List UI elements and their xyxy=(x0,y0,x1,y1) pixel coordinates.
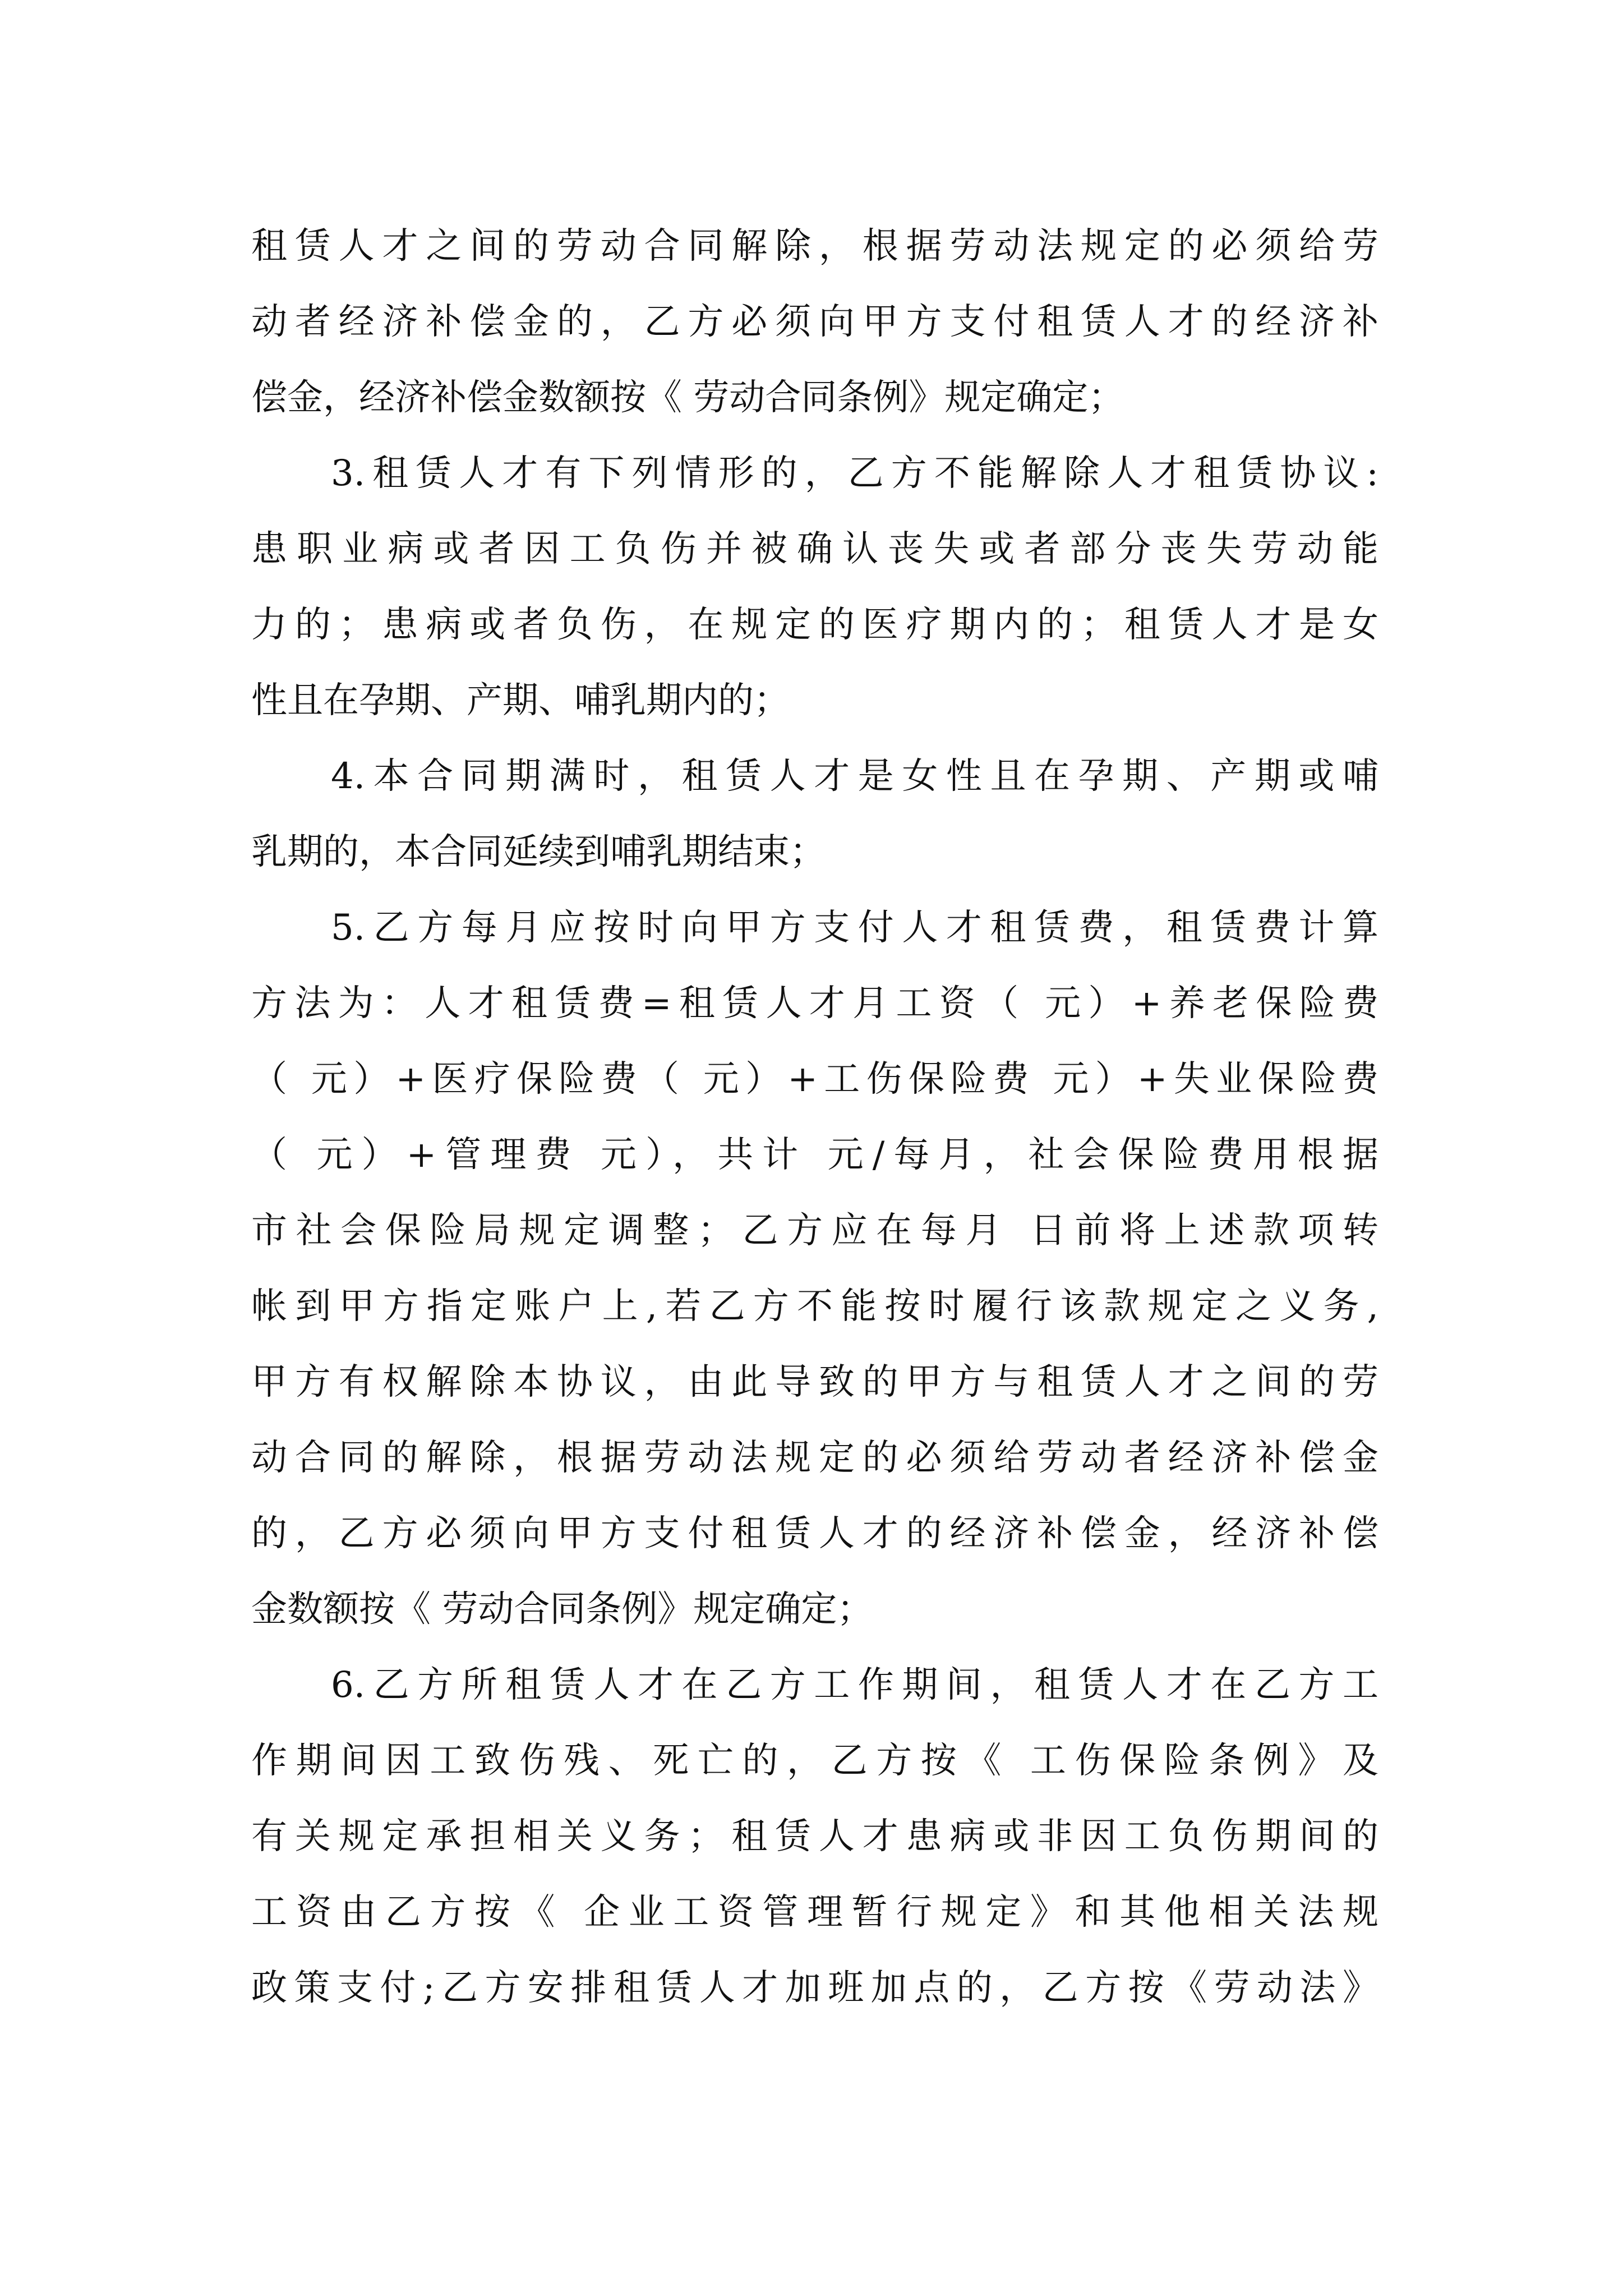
text-line: 3.租赁人才有下列情形的，乙方不能解除人才租赁协议: xyxy=(331,453,1378,494)
text-line: 帐到甲方指定账户上,若乙方不能按时履行该款规定之义务, xyxy=(251,1286,1378,1327)
text-line: 租赁人才之间的劳动合同解除，根据劳动法规定的必须给劳 xyxy=(251,226,1378,267)
text-line: 性且在孕期、产期、哺乳期内的； xyxy=(251,680,790,721)
document-body xyxy=(251,209,1378,2026)
text-line: 6.乙方所租赁人才在乙方工作期间，租赁人才在乙方工 xyxy=(331,1664,1378,1706)
text-line: 力的；患病或者负伤，在规定的医疗期内的；租赁人才是女 xyxy=(251,604,1378,646)
text-line: 偿金，经济补偿金数额按《 劳动合同条例》规定确定； xyxy=(251,377,1124,418)
text-line: 的，乙方必须向甲方支付租赁人才的经济补偿金，经济补偿 xyxy=(251,1513,1378,1554)
text-line: 乳期的，本合同延续到哺乳期结束； xyxy=(251,831,826,873)
text-line: 5.乙方每月应按时向甲方支付人才租赁费，租赁费计算 xyxy=(331,907,1378,949)
text-line: 政策支付;乙方安排租赁人才加班加点的，乙方按《劳动法》 xyxy=(251,1967,1378,2009)
text-line: （ 元）+管理费 元），共计 元/每月，社会保险费用根据 xyxy=(251,1134,1378,1176)
text-line: 动者经济补偿金的，乙方必须向甲方支付租赁人才的经济补 xyxy=(251,301,1378,343)
text-line: 方法为：人才租赁费=租赁人才月工资（ 元）+养老保险费 xyxy=(251,983,1378,1024)
text-line: 金数额按《 劳动合同条例》规定确定； xyxy=(251,1589,873,1630)
text-line: 工资由乙方按《 企业工资管理暂行规定》和其他相关法规 xyxy=(251,1892,1378,1933)
text-line: 动合同的解除，根据劳动法规定的必须给劳动者经济补偿金 xyxy=(251,1437,1378,1479)
text-line: 作期间因工致伤残、死亡的，乙方按《 工伤保险条例》及 xyxy=(251,1740,1378,1782)
text-line: 患职业病或者因工负伤并被确认丧失或者部分丧失劳动能 xyxy=(251,528,1378,570)
text-line: 4.本合同期满时，租赁人才是女性且在孕期、产期或哺 xyxy=(331,756,1378,797)
text-line: （ 元）+医疗保险费（ 元）+工伤保险费 元）+失业保险费 xyxy=(251,1059,1378,1100)
text-line: 市社会保险局规定调整；乙方应在每月 日前将上述款项转 xyxy=(251,1210,1378,1251)
text-line: 甲方有权解除本协议，由此导致的甲方与租赁人才之间的劳 xyxy=(251,1361,1378,1403)
text-line: 有关规定承担相关义务；租赁人才患病或非因工负伤期间的 xyxy=(251,1816,1378,1857)
